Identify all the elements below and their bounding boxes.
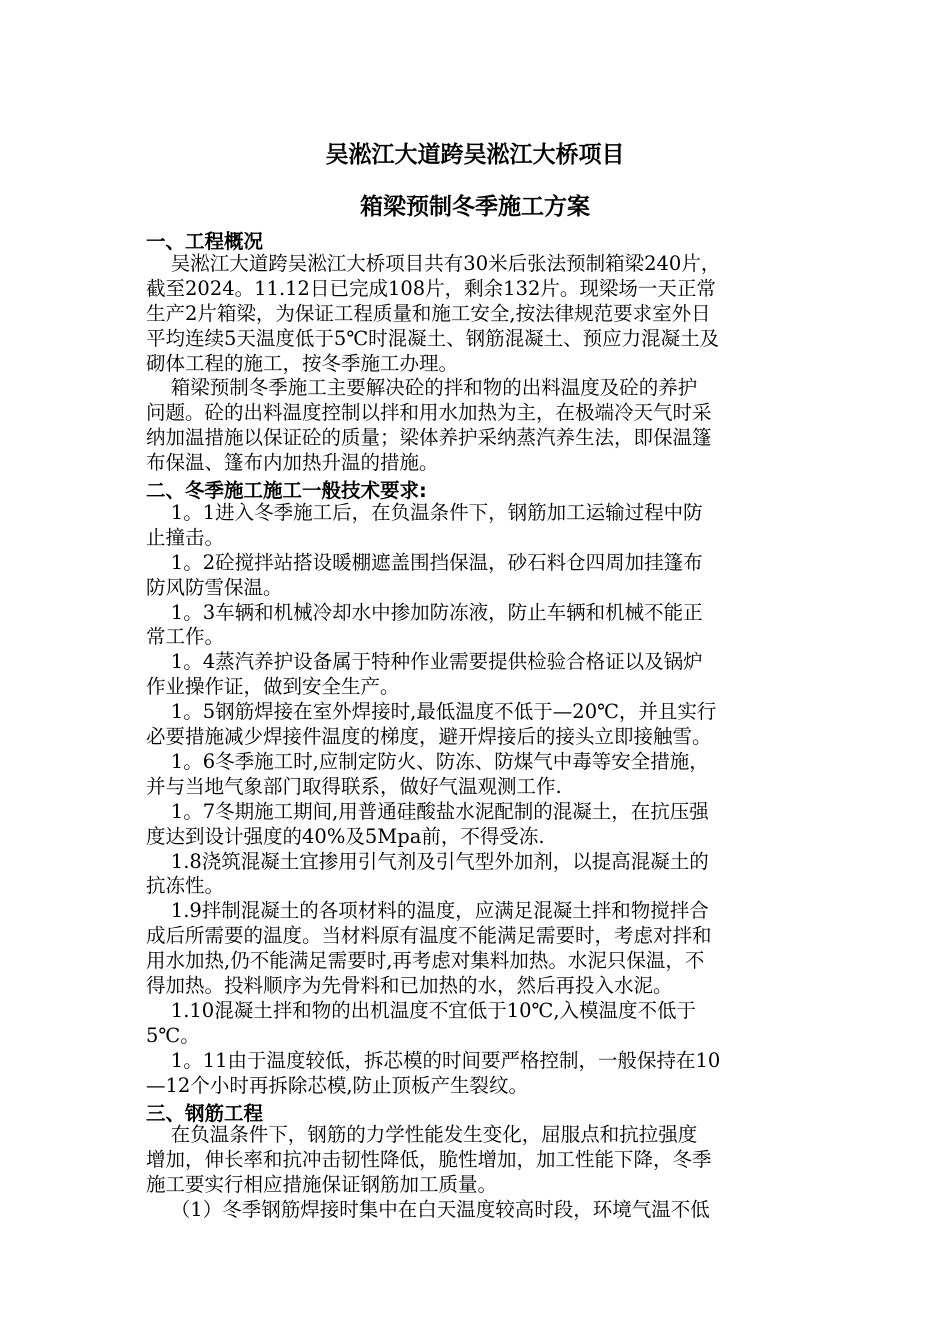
paragraph-line: 1。5钢筋焊接在室外焊接时,最低温度不低于—20℃，并且实行	[146, 700, 717, 724]
paragraph-line: 止撞击。	[146, 525, 225, 549]
paragraph-line: 布保温、篷布内加热升温的措施。	[146, 451, 439, 475]
paragraph-line: 1.10混凝土拌和物的出机温度不宜低于10℃,入模温度不低于	[146, 998, 697, 1022]
paragraph-line: （1）冬季钢筋焊接时集中在白天温度较高时段，环境气温不低	[146, 1198, 710, 1222]
paragraph-line: 平均连续5天温度低于5℃时混凝土、钢筋混凝土、预应力混凝土及	[146, 326, 720, 350]
paragraph-line: 得加热。投料顺序为先骨料和已加热的水，然后再投入水泥。	[146, 974, 673, 997]
paragraph-line: 施工要实行相应措施保证钢筋加工质量。	[146, 1173, 498, 1197]
paragraph-line: 必要措施减少焊接件温度的梯度，避开焊接后的接头立即接触雪。	[146, 725, 712, 748]
paragraph-line: 用水加热,仍不能满足需要时,再考虑对集料加热。水泥只保温，不	[146, 949, 705, 973]
paragraph-line: 砌体工程的施工，按冬季施工办理。	[146, 351, 459, 375]
paragraph-line: 截至2024。11.12日已完成108片，剩余132片。现梁场一天正常	[146, 276, 716, 300]
paragraph-line: 1。7冬期施工期间,用普通硅酸盐水泥配制的混凝土，在抗压强	[146, 799, 709, 823]
paragraph-line: 1。2砼搅拌站搭设暖棚遮盖围挡保温，砂石料仓四周加挂篷布	[146, 550, 703, 574]
paragraph-line: 在负温条件下，钢筋的力学性能发生变化，屈服点和抗拉强度	[146, 1123, 698, 1147]
paragraph-line: 1.9拌制混凝土的各项材料的温度，应满足混凝土拌和物搅拌合	[146, 899, 709, 923]
paragraph-line: 1。3车辆和机械冷却水中掺加防冻液，防止车辆和机械不能正	[146, 600, 703, 624]
paragraph-line: 常工作。	[146, 625, 225, 649]
paragraph-line: —12个小时再拆除芯模,防止顶板产生裂纹。	[146, 1073, 529, 1097]
paragraph-line: 1。4蒸汽养护设备属于特种作业需要提供检验合格证以及锅炉	[146, 650, 703, 674]
paragraph-line: 问题。砼的出料温度控制以拌和用水加热为主，在极端冷天气时采	[146, 401, 712, 425]
paragraph-line: 5℃。	[146, 1023, 200, 1047]
paragraph-line: 吴淞江大道跨吴淞江大桥项目共有30米后张法预制箱梁240片，	[146, 251, 721, 275]
paragraph-line: 箱梁预制冬季施工主要解决砼的拌和物的出料温度及砼的养护	[146, 376, 698, 400]
paragraph-line: 1。11由于温度较低，拆芯模的时间要严格控制，一般保持在10	[146, 1048, 721, 1072]
paragraph-line: 防风防雪保温。	[146, 575, 283, 599]
paragraph-line: 1。6冬季施工时,应制定防火、防冻、防煤气中毒等安全措施，	[146, 749, 709, 773]
paragraph-line: 1.8浇筑混凝土宜掺用引气剂及引气型外加剂，以提高混凝土的	[146, 849, 709, 873]
paragraph-line: 1。1进入冬季施工后，在负温条件下，钢筋加工运输过程中防	[146, 500, 703, 524]
paragraph-line: 度达到设计强度的40%及5Mpa前，不得受冻.	[146, 824, 545, 848]
paragraph-line: 成后所需要的温度。当材料原有温度不能满足需要时，考虑对拌和	[146, 924, 712, 948]
section-heading: 三、钢筋工程	[146, 1101, 264, 1125]
paragraph-line: 抗冻性。	[146, 874, 225, 898]
paragraph-line: 生产2片箱梁，为保证工程质量和施工安全,按法律规范要求室外日	[146, 301, 711, 325]
document-title: 吴淞江大道跨吴淞江大桥项目	[325, 142, 625, 168]
paragraph-line: 作业操作证，做到安全生产。	[146, 675, 400, 699]
section-heading: 一、工程概况	[146, 230, 264, 253]
document-subtitle: 箱梁预制冬季施工方案	[360, 194, 590, 220]
paragraph-line: 纳加温措施以保证砼的质量；梁体养护采纳蒸汽养生法，即保温篷	[146, 426, 712, 450]
paragraph-line: 增加，伸长率和抗冲击韧性降低，脆性增加，加工性能下降，冬季	[146, 1148, 712, 1172]
paragraph-line: 并与当地气象部门取得联系，做好气温观测工作.	[146, 774, 562, 798]
section-heading: 二、冬季施工施工一般技术要求:	[146, 479, 427, 502]
